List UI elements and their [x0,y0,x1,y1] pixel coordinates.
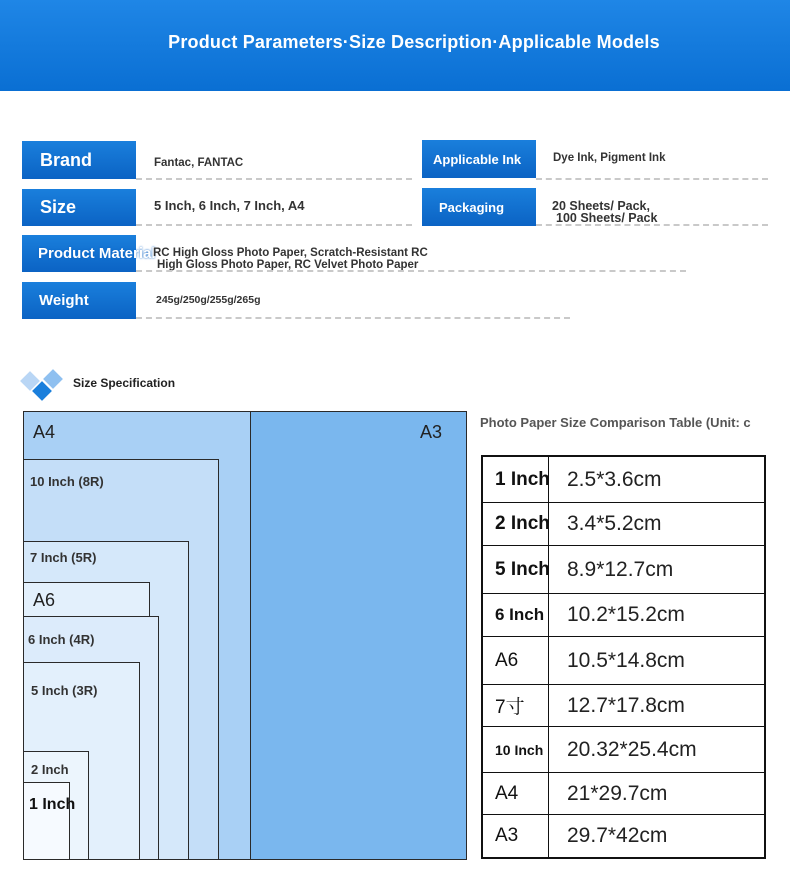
table-cell-name: 6 Inch [495,605,545,624]
brand-label: Brand [40,149,93,170]
weight-label-box [22,282,136,319]
table-cell-name: A6 [495,649,519,671]
size-label-2-inch: 2 Inch [31,762,69,777]
weight-value: 245g/250g/255g/265g [156,294,261,306]
table-cell-name: A3 [495,825,519,846]
table-row [483,546,764,594]
brand-label-box [22,141,136,179]
size-value: 5 Inch, 6 Inch, 7 Inch, A4 [154,198,305,213]
table-cell-size: 8.9*12.7cm [567,557,674,581]
table-row [483,727,764,773]
ink-label-box [422,140,536,178]
size-label-a6: A6 [33,590,56,610]
ink-label: Applicable Ink [433,151,522,167]
material-value-line2: High Gloss Photo Paper, RC Velvet Photo Paper [157,259,419,271]
table-cell-name: 5 Inch [495,558,550,580]
size-label-7-inch: 7 Inch (5R) [30,550,97,565]
brand-value: Fantac, FANTAC [154,157,244,169]
size-spec-title: Size Specification [73,376,176,390]
size-divider [136,224,412,226]
table-cell-size: 2.5*3.6cm [567,467,662,491]
table-cell-size: 20.32*25.4cm [567,737,697,761]
table-cell-name: A4 [495,782,519,804]
table-cell-size: 29.7*42cm [567,824,668,847]
table-row [483,594,764,637]
size-label-a3: A3 [420,422,443,442]
table-row [483,637,764,685]
material-label-box [22,235,156,272]
table-cell-name: 7寸 [495,697,525,718]
table-row [483,503,764,546]
packaging-label-box [422,188,536,226]
table-cell-name: 10 Inch [495,741,544,758]
brand-divider [136,178,412,180]
size-label-1-inch: 1 Inch [29,796,76,813]
material-label: Product Material [38,245,156,262]
ink-value: Dye Ink, Pigment Ink [553,152,666,164]
material-value-line1: RC High Gloss Photo Paper, Scratch-Resistant RC [153,247,428,259]
table-cell-size: 10.2*15.2cm [567,603,685,626]
table-row [483,815,764,857]
table-cell-size: 21*29.7cm [567,781,668,805]
table-cell-size: 10.5*14.8cm [567,648,685,672]
weight-label: Weight [39,292,89,309]
table-cell-size: 12.7*17.8cm [567,693,685,717]
table-row [483,457,764,503]
size-label-5-inch: 5 Inch (3R) [31,683,98,698]
table-cell-name: 1 Inch [495,468,550,490]
packaging-value-line2: 100 Sheets/ Pack [556,211,658,225]
packaging-divider [536,224,768,226]
packaging-label: Packaging [439,199,505,215]
size-label-6-inch: 6 Inch (4R) [28,632,95,647]
size-comparison-table [481,455,766,859]
ink-divider [536,178,768,180]
size-label: Size [40,197,77,217]
table-cell-size: 3.4*5.2cm [567,512,662,535]
packaging-value-line1: 20 Sheets/ Pack, [552,199,650,213]
size-label-10-inch: 10 Inch (8R) [30,474,104,489]
size-label-a4: A4 [33,422,56,442]
table-cell-name: 2 Inch [495,513,550,534]
table-row [483,685,764,727]
table-row [483,773,764,815]
weight-divider [136,317,570,319]
page-title: Product Parameters·Size Description·Applicable Models [168,32,660,52]
comparison-table-title: Photo Paper Size Comparison Table (Unit: c [480,415,751,430]
size-label-box [22,189,136,226]
material-divider [136,270,686,272]
size-box-1-inch [23,782,70,860]
